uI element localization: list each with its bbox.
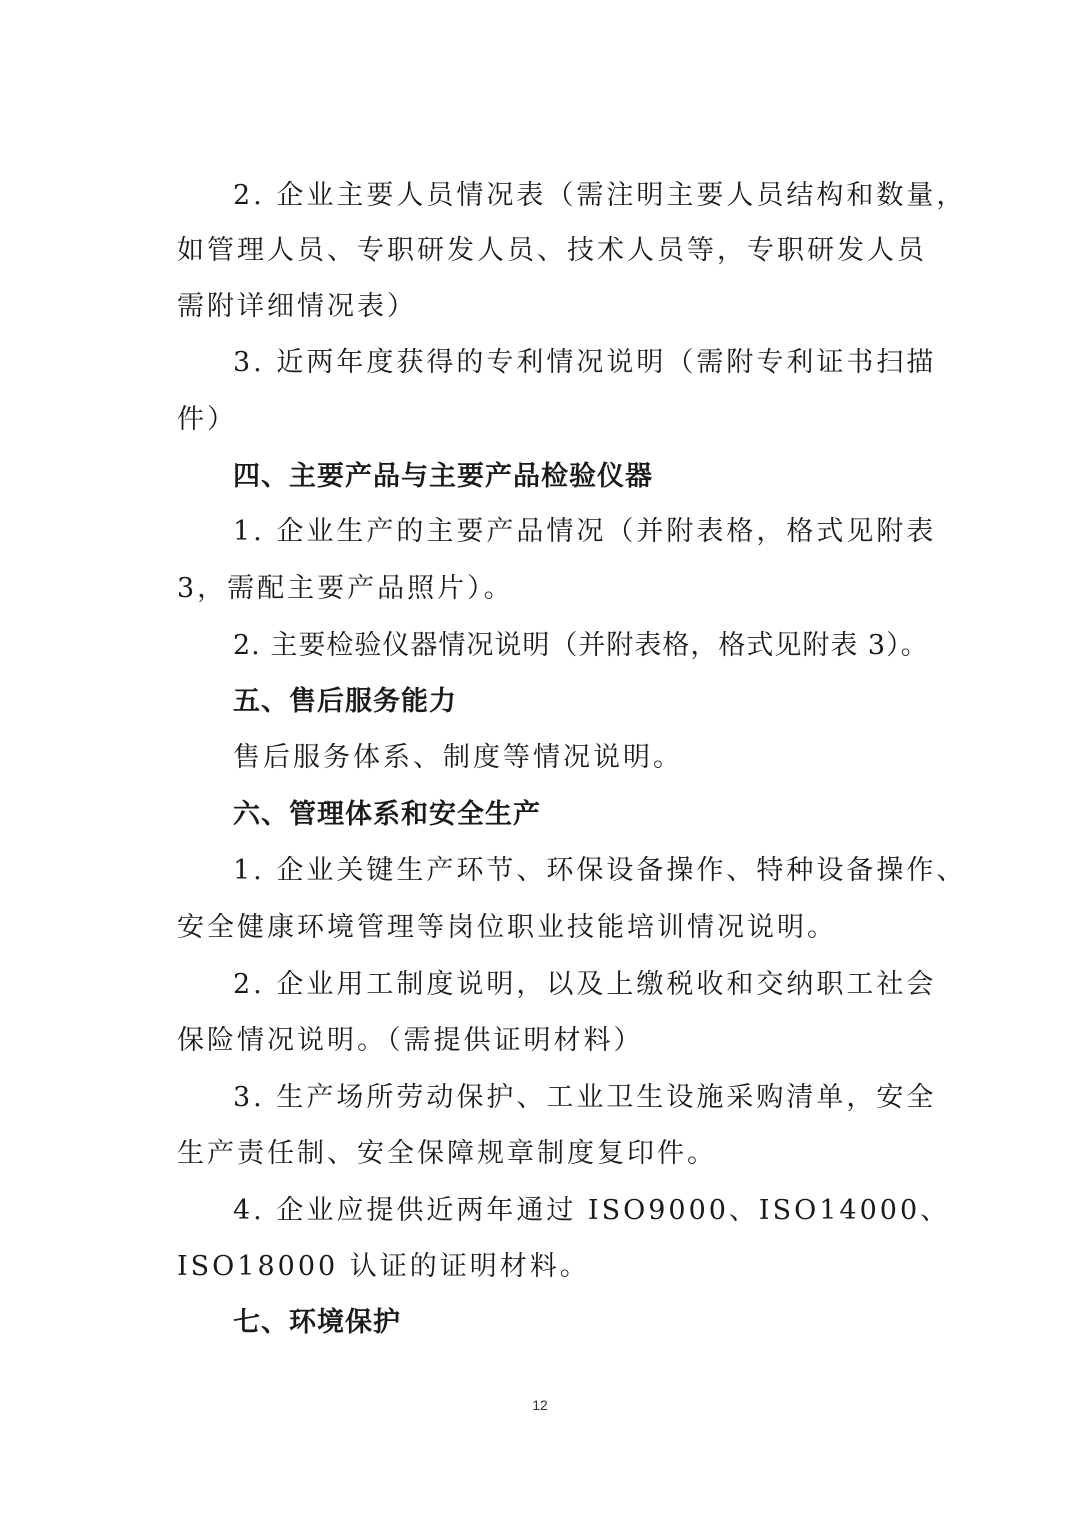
section5-text: 售后服务体系、制度等情况说明。: [233, 742, 683, 773]
section4-item1-line2: 3，需配主要产品照片）。: [177, 573, 514, 604]
section6-item1-line2: 安全健康环境管理等岗位职业技能培训情况说明。: [177, 912, 837, 943]
section6-item1-line1: 1. 企业关键生产环节、环保设备操作、特种设备操作、: [233, 855, 967, 886]
item3-line1: 3. 近两年度获得的专利情况说明（需附专利证书扫描: [233, 347, 937, 378]
item2-line3: 需附详细情况表）: [177, 291, 417, 322]
section6-item2-line2: 保险情况说明。（需提供证明材料）: [177, 1025, 644, 1056]
section5-heading: 五、售后服务能力: [233, 686, 457, 717]
section7-heading: 七、环境保护: [233, 1307, 401, 1338]
section6-heading: 六、管理体系和安全生产: [233, 799, 541, 830]
section6-item3-line2: 生产责任制、安全保障规章制度复印件。: [177, 1138, 717, 1169]
section4-item2: 2. 主要检验仪器情况说明（并附表格，格式见附表 3）。: [233, 630, 929, 661]
section6-item2-line1: 2. 企业用工制度说明，以及上缴税收和交纳职工社会: [233, 969, 937, 1000]
page-number: 12: [532, 1397, 548, 1413]
section6-item4-line2: ISO18000 认证的证明材料。: [177, 1251, 590, 1282]
item2-line1: 2. 企业主要人员情况表（需注明主要人员结构和数量，: [233, 180, 967, 211]
section6-item4-line1: 4. 企业应提供近两年通过 ISO9000、ISO14000、: [233, 1195, 951, 1226]
item2-line2: 如管理人员、专职研发人员、技术人员等，专职研发人员: [177, 235, 927, 266]
section6-item3-line1: 3. 生产场所劳动保护、工业卫生设施采购清单，安全: [233, 1082, 937, 1113]
item3-line2: 件）: [177, 404, 237, 435]
section4-item1-line1: 1. 企业生产的主要产品情况（并附表格，格式见附表: [233, 516, 937, 547]
section4-heading: 四、主要产品与主要产品检验仪器: [233, 461, 653, 492]
